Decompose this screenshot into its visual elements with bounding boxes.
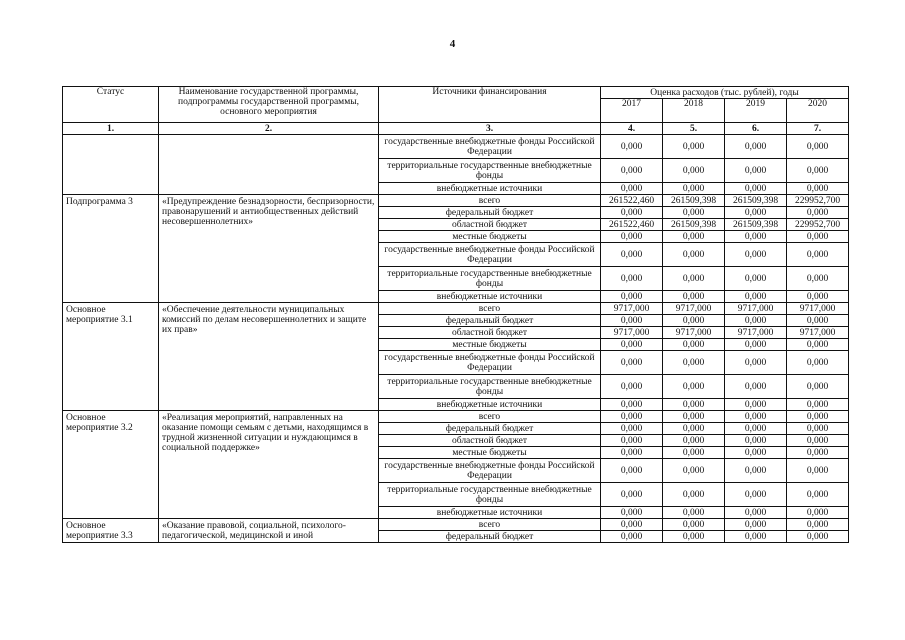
expense-value: 0,000 <box>725 531 787 543</box>
column-index: 2. <box>159 123 379 135</box>
expense-value: 0,000 <box>663 159 725 183</box>
expense-value: 0,000 <box>601 447 663 459</box>
expense-value: 0,000 <box>725 411 787 423</box>
expense-value: 0,000 <box>787 231 849 243</box>
funding-source: территориальные государственные внебюджетные фонды <box>379 483 601 507</box>
expense-value: 0,000 <box>663 519 725 531</box>
expense-value: 0,000 <box>601 159 663 183</box>
expense-value: 0,000 <box>787 339 849 351</box>
row-program-name: «Предупреждение безнадзорности, беспризорности, правонарушений и антиобщественных действий несовершеннолетних» <box>159 195 379 303</box>
expense-value: 261509,398 <box>725 219 787 231</box>
funding-source: областной бюджет <box>379 327 601 339</box>
row-status: Подпрограмма 3 <box>63 195 159 303</box>
expense-value: 0,000 <box>663 375 725 399</box>
expense-value: 0,000 <box>725 243 787 267</box>
funding-source: федеральный бюджет <box>379 315 601 327</box>
table-row <box>63 411 849 423</box>
funding-source: федеральный бюджет <box>379 531 601 543</box>
expense-value: 0,000 <box>663 531 725 543</box>
expense-value: 0,000 <box>663 243 725 267</box>
expense-value: 0,000 <box>787 375 849 399</box>
header-year: 2020 <box>787 99 849 123</box>
expense-value: 0,000 <box>787 399 849 411</box>
table-row <box>63 303 849 315</box>
funding-source: местные бюджеты <box>379 447 601 459</box>
expense-value: 0,000 <box>787 183 849 195</box>
expense-value: 261522,460 <box>601 195 663 207</box>
expense-value: 0,000 <box>787 351 849 375</box>
expense-value: 0,000 <box>601 291 663 303</box>
column-index: 3. <box>379 123 601 135</box>
expense-value: 9717,000 <box>601 303 663 315</box>
expense-value: 0,000 <box>601 435 663 447</box>
expense-value: 0,000 <box>787 411 849 423</box>
expense-value: 229952,700 <box>787 219 849 231</box>
expense-value: 0,000 <box>601 375 663 399</box>
expense-value: 0,000 <box>725 423 787 435</box>
expense-value: 0,000 <box>663 447 725 459</box>
row-status <box>63 135 159 195</box>
row-status: Основное мероприятие 3.3 <box>63 519 159 543</box>
funding-source: областной бюджет <box>379 219 601 231</box>
expense-value: 0,000 <box>663 231 725 243</box>
expense-value: 9717,000 <box>601 327 663 339</box>
expense-value: 0,000 <box>663 351 725 375</box>
header-year: 2017 <box>601 99 663 123</box>
header-year: 2018 <box>663 99 725 123</box>
expense-value: 0,000 <box>663 507 725 519</box>
funding-source: внебюджетные источники <box>379 291 601 303</box>
table-row <box>63 135 849 159</box>
expense-value: 0,000 <box>663 267 725 291</box>
expense-value: 0,000 <box>601 135 663 159</box>
funding-source: территориальные государственные внебюджетные фонды <box>379 375 601 399</box>
expense-value: 0,000 <box>787 435 849 447</box>
funding-source: местные бюджеты <box>379 339 601 351</box>
header-estimate: Оценка расходов (тыс. рублей), годы <box>601 87 849 99</box>
expense-value: 0,000 <box>787 291 849 303</box>
expense-value: 9717,000 <box>725 303 787 315</box>
funding-source: всего <box>379 195 601 207</box>
expense-value: 9717,000 <box>725 327 787 339</box>
expense-value: 229952,700 <box>787 195 849 207</box>
row-program-name: «Реализация мероприятий, направленных на оказание помощи семьям с детьми, находящимся в трудной жизненной ситуации и нуждающимся в социальной поддержке» <box>159 411 379 519</box>
expense-value: 0,000 <box>787 243 849 267</box>
expense-value: 0,000 <box>725 375 787 399</box>
funding-source: государственные внебюджетные фонды Российской Федерации <box>379 243 601 267</box>
expense-value: 9717,000 <box>787 327 849 339</box>
expense-value: 0,000 <box>725 507 787 519</box>
expense-value: 0,000 <box>787 483 849 507</box>
expense-value: 0,000 <box>725 399 787 411</box>
funding-source: внебюджетные источники <box>379 183 601 195</box>
expense-value: 0,000 <box>725 135 787 159</box>
table-row <box>63 519 849 531</box>
expense-value: 0,000 <box>725 351 787 375</box>
expense-value: 0,000 <box>663 291 725 303</box>
expense-value: 261509,398 <box>663 219 725 231</box>
expense-value: 0,000 <box>787 507 849 519</box>
expense-value: 0,000 <box>787 135 849 159</box>
expense-value: 0,000 <box>601 231 663 243</box>
header-status: Статус <box>63 87 159 123</box>
expense-value: 0,000 <box>787 207 849 219</box>
expense-value: 0,000 <box>663 459 725 483</box>
expense-value: 0,000 <box>787 459 849 483</box>
expense-value: 0,000 <box>601 483 663 507</box>
expense-value: 0,000 <box>787 267 849 291</box>
expense-value: 0,000 <box>601 423 663 435</box>
column-index: 4. <box>601 123 663 135</box>
funding-source: внебюджетные источники <box>379 399 601 411</box>
expense-value: 0,000 <box>725 519 787 531</box>
page-number: 4 <box>449 38 456 50</box>
expense-value: 261509,398 <box>663 195 725 207</box>
expense-value: 0,000 <box>663 183 725 195</box>
expense-value: 0,000 <box>725 447 787 459</box>
expense-value: 0,000 <box>725 207 787 219</box>
funding-source: всего <box>379 519 601 531</box>
expense-value: 0,000 <box>601 531 663 543</box>
funding-source: государственные внебюджетные фонды Российской Федерации <box>379 351 601 375</box>
expense-value: 0,000 <box>601 459 663 483</box>
row-program-name: «Обеспечение деятельности муниципальных комиссий по делам несовершеннолетних и защите их прав» <box>159 303 379 411</box>
expense-value: 0,000 <box>601 519 663 531</box>
expense-value: 0,000 <box>725 291 787 303</box>
expense-value: 0,000 <box>663 207 725 219</box>
funding-source: территориальные государственные внебюджетные фонды <box>379 159 601 183</box>
expense-value: 261522,460 <box>601 219 663 231</box>
expense-value: 0,000 <box>663 399 725 411</box>
expense-value: 0,000 <box>725 459 787 483</box>
expense-value: 0,000 <box>601 183 663 195</box>
expense-value: 9717,000 <box>787 303 849 315</box>
expense-value: 9717,000 <box>663 327 725 339</box>
funding-source: всего <box>379 303 601 315</box>
expense-value: 0,000 <box>725 183 787 195</box>
expense-value: 0,000 <box>725 231 787 243</box>
expense-value: 0,000 <box>725 483 787 507</box>
expense-value: 0,000 <box>787 423 849 435</box>
funding-source: федеральный бюджет <box>379 207 601 219</box>
expense-value: 0,000 <box>601 411 663 423</box>
funding-source: государственные внебюджетные фонды Российской Федерации <box>379 135 601 159</box>
funding-source: внебюджетные источники <box>379 507 601 519</box>
table-row <box>63 195 849 207</box>
column-index: 6. <box>725 123 787 135</box>
expense-value: 0,000 <box>725 267 787 291</box>
expense-value: 0,000 <box>663 315 725 327</box>
row-program-name <box>159 135 379 195</box>
expense-value: 0,000 <box>601 243 663 267</box>
expense-value: 0,000 <box>601 507 663 519</box>
expense-value: 0,000 <box>663 483 725 507</box>
expense-value: 0,000 <box>725 315 787 327</box>
funding-source: федеральный бюджет <box>379 423 601 435</box>
funding-source: областной бюджет <box>379 435 601 447</box>
funding-source: всего <box>379 411 601 423</box>
expense-value: 0,000 <box>601 399 663 411</box>
funding-source: государственные внебюджетные фонды Российской Федерации <box>379 459 601 483</box>
expense-value: 0,000 <box>725 339 787 351</box>
expense-value: 0,000 <box>601 351 663 375</box>
expense-value: 0,000 <box>787 315 849 327</box>
row-status: Основное мероприятие 3.2 <box>63 411 159 519</box>
table-body <box>63 135 849 543</box>
expense-value: 0,000 <box>663 135 725 159</box>
funding-source: территориальные государственные внебюджетные фонды <box>379 267 601 291</box>
expense-value: 0,000 <box>601 267 663 291</box>
column-index: 5. <box>663 123 725 135</box>
expense-value: 0,000 <box>787 519 849 531</box>
header-name: Наименование государственной программы, подпрограммы государственной программы, основного мероприятия <box>159 87 379 123</box>
budget-table <box>62 86 849 543</box>
expense-value: 261509,398 <box>725 195 787 207</box>
header-sources: Источники финансирования <box>379 87 601 123</box>
expense-value: 0,000 <box>725 435 787 447</box>
header-year: 2019 <box>725 99 787 123</box>
expense-value: 0,000 <box>787 159 849 183</box>
column-index: 1. <box>63 123 159 135</box>
expense-value: 0,000 <box>663 423 725 435</box>
expense-value: 0,000 <box>601 207 663 219</box>
expense-value: 0,000 <box>663 435 725 447</box>
row-program-name: «Оказание правовой, социальной, психолого-педагогической, медицинской и иной <box>159 519 379 543</box>
expense-value: 0,000 <box>663 339 725 351</box>
expense-value: 0,000 <box>601 339 663 351</box>
expense-value: 0,000 <box>787 531 849 543</box>
column-index: 7. <box>787 123 849 135</box>
expense-value: 0,000 <box>601 315 663 327</box>
expense-value: 9717,000 <box>663 303 725 315</box>
expense-value: 0,000 <box>725 159 787 183</box>
funding-source: местные бюджеты <box>379 231 601 243</box>
row-status: Основное мероприятие 3.1 <box>63 303 159 411</box>
expense-value: 0,000 <box>663 411 725 423</box>
expense-value: 0,000 <box>787 447 849 459</box>
